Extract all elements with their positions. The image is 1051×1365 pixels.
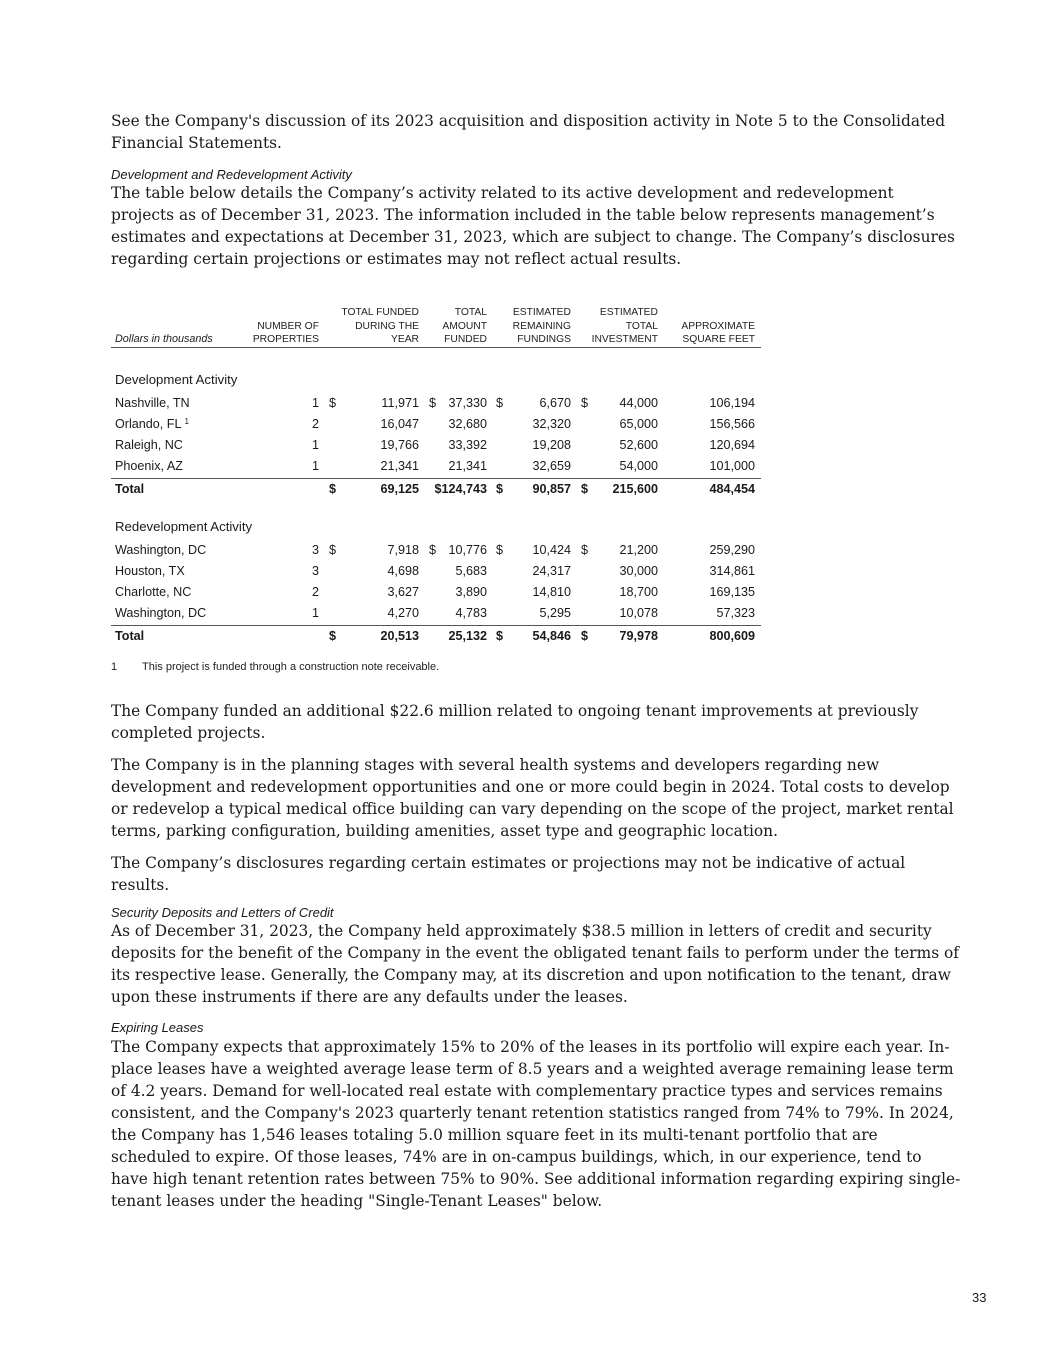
total-funded-cell: 3,890 bbox=[455, 585, 487, 599]
header-properties: NUMBER OF PROPERTIES bbox=[252, 320, 319, 346]
development-heading: Development and Redevelopment Activity bbox=[111, 167, 352, 182]
sqft-cell: 484,454 bbox=[709, 482, 755, 496]
expiring-heading: Expiring Leases bbox=[111, 1020, 204, 1035]
sqft-cell: 57,323 bbox=[716, 606, 755, 620]
investment-cell: 65,000 bbox=[619, 417, 658, 431]
header-sqft: APPROXIMATE SQUARE FEET bbox=[681, 320, 755, 346]
redevelopment-section-title: Redevelopment Activity bbox=[115, 519, 253, 534]
intro-paragraph: See the Company's discussion of its 2023 acquisition and disposition activity in Note 5 to the Consolidated Financial Statements. bbox=[111, 112, 946, 152]
properties-cell: 1 bbox=[311, 438, 319, 452]
investment-cell: 52,600 bbox=[619, 438, 658, 452]
currency-symbol: $ bbox=[329, 482, 337, 496]
currency-symbol: $ bbox=[329, 396, 337, 410]
currency-symbol: $ bbox=[429, 396, 437, 410]
funded-year-cell: 11,971 bbox=[381, 396, 419, 410]
tenant-improvements-paragraph: The Company funded an additional $22.6 million related to ongoing tenant improvements at previously completed projects. bbox=[111, 702, 919, 742]
location-cell bbox=[115, 393, 190, 414]
location-text: Houston, TX bbox=[115, 564, 185, 578]
currency-symbol: $ bbox=[329, 629, 337, 643]
header-funded-year: TOTAL FUNDED DURING THE YEAR bbox=[341, 307, 419, 346]
footnote bbox=[111, 661, 440, 673]
funded-year-cell: 3,627 bbox=[387, 585, 419, 599]
location-text: Total bbox=[115, 629, 145, 643]
remaining-cell: 32,320 bbox=[532, 417, 571, 431]
total-funded-cell: 4,783 bbox=[455, 606, 487, 620]
sqft-cell: 106,194 bbox=[709, 396, 755, 410]
location-text: Raleigh, NC bbox=[115, 438, 183, 452]
total-funded-cell: $124,743 bbox=[434, 482, 487, 496]
total-label bbox=[115, 479, 144, 500]
security-heading: Security Deposits and Letters of Credit bbox=[111, 905, 334, 920]
table-row bbox=[111, 561, 761, 582]
properties-cell: 1 bbox=[311, 606, 319, 620]
table-row bbox=[111, 540, 761, 561]
footnote-ref: 1 bbox=[184, 417, 189, 426]
investment-cell: 54,000 bbox=[619, 459, 658, 473]
footnote-mark: 1 bbox=[111, 661, 118, 673]
properties-cell: 3 bbox=[311, 564, 319, 578]
location-cell bbox=[115, 582, 191, 603]
location-text: Total bbox=[115, 482, 145, 496]
total-funded-cell: 33,392 bbox=[448, 438, 487, 452]
table-row bbox=[111, 582, 761, 603]
currency-symbol: $ bbox=[496, 396, 504, 410]
remaining-cell: 14,810 bbox=[532, 585, 571, 599]
location-cell bbox=[115, 456, 183, 477]
page-number: 33 bbox=[972, 1290, 987, 1305]
currency-symbol: $ bbox=[496, 543, 504, 557]
currency-symbol: $ bbox=[496, 629, 504, 643]
table-row bbox=[111, 603, 761, 624]
location-cell bbox=[115, 561, 185, 582]
remaining-cell: 6,670 bbox=[539, 396, 571, 410]
properties-cell: 2 bbox=[311, 585, 319, 599]
currency-symbol: $ bbox=[581, 482, 589, 496]
units-label: Dollars in thousands bbox=[115, 333, 213, 346]
total-funded-cell: 32,680 bbox=[448, 417, 487, 431]
table-row bbox=[111, 456, 761, 477]
header-rule bbox=[111, 347, 761, 348]
investment-cell: 79,978 bbox=[619, 629, 658, 643]
total-row bbox=[111, 626, 761, 647]
investment-cell: 44,000 bbox=[619, 396, 658, 410]
remaining-cell: 54,846 bbox=[532, 629, 571, 643]
location-cell bbox=[115, 603, 206, 624]
disclosure-paragraph: The Company’s disclosures regarding certain estimates or projections may not be indicative of actual results. bbox=[111, 854, 906, 894]
properties-cell: 1 bbox=[311, 459, 319, 473]
remaining-cell: 5,295 bbox=[539, 606, 571, 620]
location-text: Charlotte, NC bbox=[115, 585, 192, 599]
funded-year-cell: 19,766 bbox=[380, 438, 419, 452]
total-label bbox=[115, 626, 144, 647]
sqft-cell: 120,694 bbox=[709, 438, 755, 452]
security-paragraph: As of December 31, 2023, the Company held approximately $38.5 million in letters of credit and security deposits for the benefit of the Company in the event the obligated tenant fails to perform under the terms of its respective lease. Generally, the Company may, at its discretion and upon notification to the tenant, draw upon these instruments if there are any defaults under the leases. bbox=[111, 922, 959, 1006]
remaining-cell: 24,317 bbox=[532, 564, 571, 578]
currency-symbol: $ bbox=[581, 629, 589, 643]
currency-symbol: $ bbox=[581, 396, 589, 410]
funded-year-cell: 16,047 bbox=[380, 417, 419, 431]
funded-year-cell: 4,698 bbox=[387, 564, 419, 578]
table-row bbox=[111, 435, 761, 456]
location-text: Washington, DC bbox=[115, 606, 207, 620]
currency-symbol: $ bbox=[329, 543, 337, 557]
currency-symbol: $ bbox=[496, 482, 504, 496]
sqft-cell: 156,566 bbox=[709, 417, 755, 431]
total-funded-cell: 25,132 bbox=[448, 629, 487, 643]
sqft-cell: 259,290 bbox=[709, 543, 755, 557]
location-text: Phoenix, AZ bbox=[115, 459, 183, 473]
sqft-cell: 169,135 bbox=[709, 585, 755, 599]
currency-symbol: $ bbox=[581, 543, 589, 557]
total-funded-cell: 37,330 bbox=[448, 396, 487, 410]
planning-paragraph: The Company is in the planning stages with several health systems and developers regarding new development and redevelopment opportunities and one or more could begin in 2024. Total costs to develop or redevelop a typical medical office building can vary depending on the scope of the project, market rental terms, parking configuration, building amenities, asset type and geographic location. bbox=[111, 756, 954, 840]
remaining-cell: 32,659 bbox=[532, 459, 571, 473]
remaining-cell: 10,424 bbox=[532, 543, 571, 557]
properties-cell: 1 bbox=[311, 396, 319, 410]
properties-cell: 3 bbox=[311, 543, 319, 557]
location-text: Orlando, FL bbox=[115, 417, 182, 431]
location-text: Nashville, TN bbox=[115, 396, 190, 410]
investment-cell: 215,600 bbox=[612, 482, 658, 496]
total-funded-cell: 21,341 bbox=[448, 459, 487, 473]
location-cell bbox=[115, 540, 206, 561]
investment-cell: 30,000 bbox=[619, 564, 658, 578]
currency-symbol: $ bbox=[429, 543, 437, 557]
remaining-cell: 19,208 bbox=[532, 438, 571, 452]
sqft-cell: 800,609 bbox=[709, 629, 755, 643]
sqft-cell: 101,000 bbox=[709, 459, 755, 473]
properties-cell: 2 bbox=[311, 417, 319, 431]
investment-cell: 21,200 bbox=[619, 543, 658, 557]
funded-year-cell: 20,513 bbox=[380, 629, 419, 643]
table-row bbox=[111, 393, 761, 414]
header-remaining: ESTIMATED REMAINING FUNDINGS bbox=[512, 307, 571, 346]
remaining-cell: 90,857 bbox=[532, 482, 571, 496]
development-section-title: Development Activity bbox=[115, 372, 238, 387]
development-paragraph: The table below details the Company’s activity related to its active development and redevelopment projects as of December 31, 2023. The information included in the table below represents management’s estimates and expectations at December 31, 2023, which are subject to change. The Company’s disclosures regarding certain projections or estimates may not reflect actual results. bbox=[111, 184, 955, 268]
funded-year-cell: 21,341 bbox=[380, 459, 419, 473]
location-text: Washington, DC bbox=[115, 543, 207, 557]
location-cell bbox=[115, 435, 183, 456]
total-row bbox=[111, 479, 761, 500]
footnote-text: This project is funded through a construction note receivable. bbox=[142, 661, 440, 673]
funded-year-cell: 7,918 bbox=[387, 543, 419, 557]
table-row bbox=[111, 414, 761, 435]
header-total-funded: TOTAL AMOUNT FUNDED bbox=[442, 307, 487, 346]
sqft-cell: 314,861 bbox=[709, 564, 755, 578]
expiring-paragraph: The Company expects that approximately 15% to 20% of the leases in its portfolio will expire each year. In-place leases have a weighted average lease term of 8.5 years and a weighted average remaining lease term of 4.2 years. Demand for well-located real estate with complementary practice types and services remains consistent, and the Company's 2023 quarterly tenant retention statistics ranged from 74% to 79%. In 2024, the Company has 1,546 leases totaling 5.0 million square feet in its multi-tenant portfolio that are scheduled to expire. Of those leases, 74% are in on-campus buildings, which, in our experience, tend to have high tenant retention rates between 75% to 90%. See additional information regarding expiring single-tenant leases under the heading "Single-Tenant Leases" below. bbox=[111, 1038, 961, 1210]
header-investment: ESTIMATED TOTAL INVESTMENT bbox=[591, 307, 658, 346]
total-funded-cell: 5,683 bbox=[455, 564, 487, 578]
investment-cell: 18,700 bbox=[619, 585, 658, 599]
funded-year-cell: 69,125 bbox=[380, 482, 419, 496]
funded-year-cell: 4,270 bbox=[387, 606, 419, 620]
location-cell bbox=[115, 414, 189, 435]
investment-cell: 10,078 bbox=[619, 606, 658, 620]
total-funded-cell: 10,776 bbox=[448, 543, 487, 557]
